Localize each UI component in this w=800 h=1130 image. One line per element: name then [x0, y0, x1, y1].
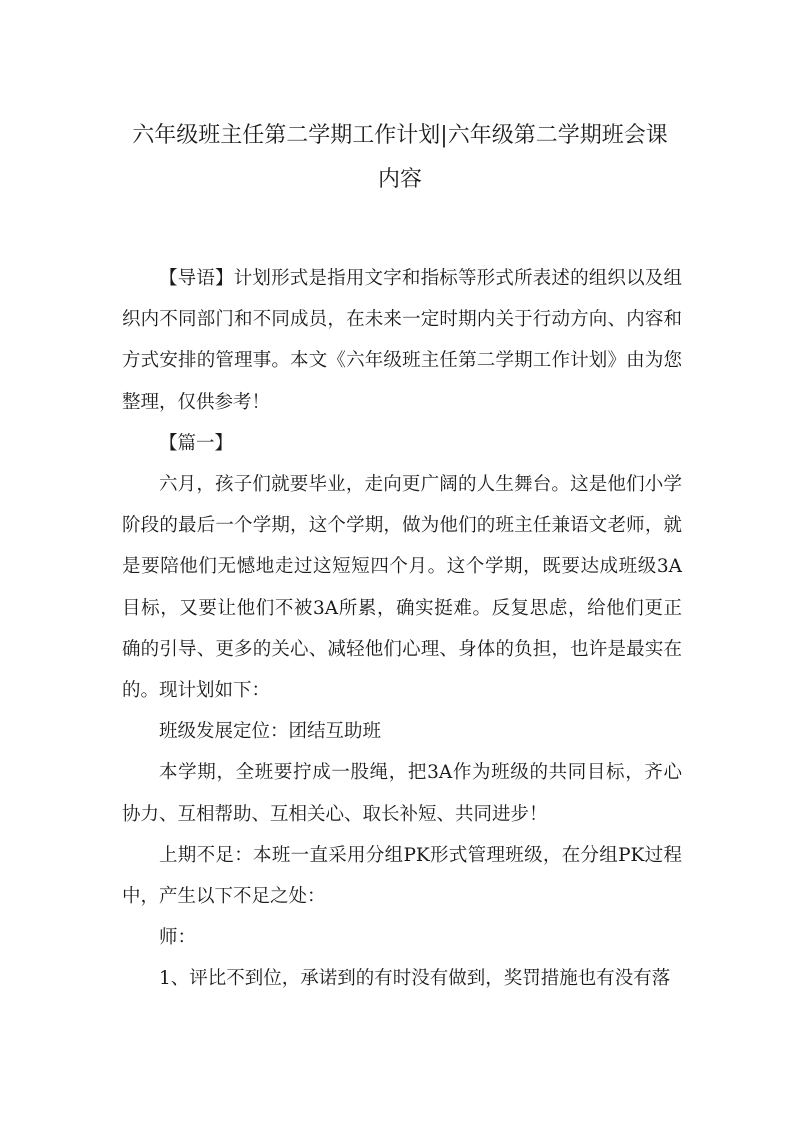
section-heading: 【篇一】 [159, 432, 234, 454]
body-paragraph: 六月，孩子们就要毕业，走向更广阔的人生舞台。这是他们小学阶段的最后一个学期，这个学期，做为他们的班主任兼语文老师，就是要陪他们无憾地走过这短短四个月。这个学期，既要达成班级3A目标，又要让他们不被3A所累，确实挺难。反复思虑，给他们更正确的引导、更多的关心、减轻他们心理、身体的负担，也许是最实在的。现计划如下： [122, 474, 682, 702]
document-body [122, 258, 682, 1000]
document-title: 六年级班主任第二学期工作计划|六年级第二学期班会课内容 [132, 123, 668, 192]
body-paragraph: 师： [159, 927, 197, 949]
body-paragraph: 上期不足：本班一直采用分组PK形式管理班级，在分组PK过程中，产生以下不足之处： [122, 844, 682, 908]
intro-paragraph: 【导语】计划形式是指用文字和指标等形式所表述的组织以及组织内不同部门和不同成员，在未来一定时期内关于行动方向、内容和方式安排的管理事。本文《六年级班主任第二学期工作计划》由为您整理，仅供参考！ [122, 268, 682, 413]
body-paragraph: 1、评比不到位，承诺到的有时没有做到，奖罚措施也有没有落 [159, 968, 671, 990]
body-paragraph: 班级发展定位：团结互助班 [159, 721, 382, 743]
body-paragraph: 本学期，全班要拧成一股绳，把3A作为班级的共同目标，齐心协力、互相帮助、互相关心、取长补短、共同进步！ [122, 762, 682, 825]
